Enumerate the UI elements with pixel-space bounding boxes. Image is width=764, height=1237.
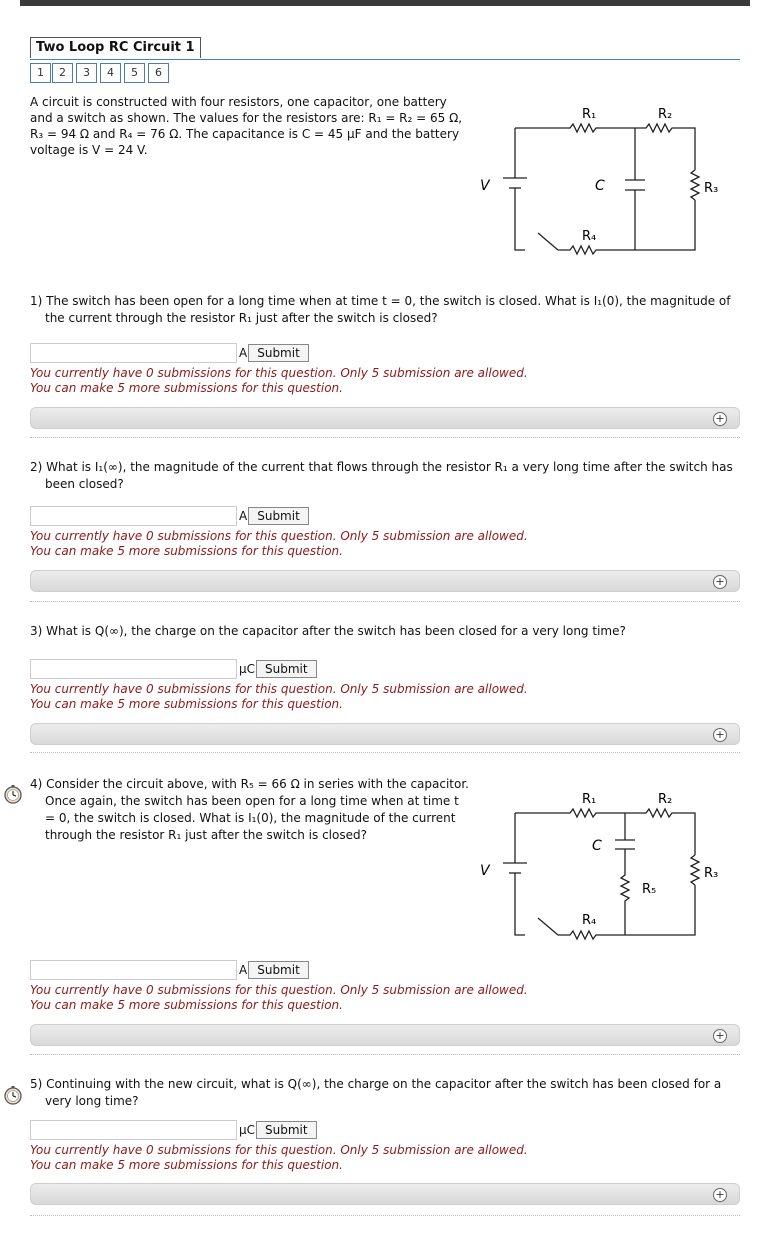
question-2-text: 2) What is I₁(∞), the magnitude of the current that flows through the resistor R₁ a very long time after the switch has been closed? <box>30 460 733 491</box>
expand-plus-icon[interactable]: + <box>713 575 727 589</box>
submit-button-5[interactable]: Submit <box>256 1121 317 1139</box>
note-line: You can make 5 more submissions for this question. <box>30 998 343 1012</box>
label-c: C <box>592 838 602 854</box>
label-r4: R₄ <box>582 229 597 244</box>
submit-button-4[interactable]: Submit <box>248 961 309 979</box>
unit-label-4: A <box>239 963 248 977</box>
circuit-diagram-2 <box>470 780 740 945</box>
divider <box>30 601 740 602</box>
label-r1: R₁ <box>582 107 597 122</box>
submission-note-3 <box>30 682 528 712</box>
answer-input-2[interactable] <box>30 506 237 526</box>
submission-note-5 <box>30 1143 528 1173</box>
divider <box>30 752 740 753</box>
stopwatch-icon <box>3 1085 23 1105</box>
answer-input-5[interactable] <box>30 1120 237 1140</box>
note-line: You currently have 0 submissions for this question. Only 5 submission are allowed. <box>30 983 528 997</box>
expand-plus-icon[interactable]: + <box>713 1029 727 1043</box>
page-title: Two Loop RC Circuit 1 <box>30 37 201 58</box>
answer-input-3[interactable] <box>30 659 237 679</box>
note-line: You can make 5 more submissions for this question. <box>30 697 343 711</box>
submit-button-1[interactable]: Submit <box>248 344 309 362</box>
label-r1: R₁ <box>582 792 597 807</box>
hint-bar-4[interactable] <box>30 1024 740 1046</box>
hint-bar-5[interactable] <box>30 1183 740 1205</box>
page-link-1[interactable]: 1 <box>30 63 51 83</box>
unit-label-3: μC <box>239 662 256 676</box>
question-5 <box>30 1076 740 1110</box>
note-line: You can make 5 more submissions for this question. <box>30 544 343 558</box>
note-line: You currently have 0 submissions for this question. Only 5 submission are allowed. <box>30 682 528 696</box>
question-1 <box>30 293 740 327</box>
label-c: C <box>595 178 605 194</box>
question-3 <box>30 623 740 640</box>
submission-note-1 <box>30 366 528 396</box>
question-4 <box>30 776 470 844</box>
unit-label-1: A <box>239 346 248 360</box>
note-line: You currently have 0 submissions for this question. Only 5 submission are allowed. <box>30 366 528 380</box>
page-link-2[interactable]: 2 <box>52 63 73 83</box>
hint-bar-3[interactable] <box>30 723 740 745</box>
label-v: V <box>480 863 490 879</box>
answer-row-4 <box>30 960 309 980</box>
question-5-text: 5) Continuing with the new circuit, what is Q(∞), the charge on the capacitor after the switch has been closed for a very long time? <box>30 1077 722 1108</box>
label-r2: R₂ <box>658 107 673 122</box>
answer-input-4[interactable] <box>30 960 237 980</box>
note-line: You can make 5 more submissions for this question. <box>30 1158 343 1172</box>
question-2 <box>30 459 740 493</box>
submit-button-2[interactable]: Submit <box>248 507 309 525</box>
answer-row-2 <box>30 506 309 526</box>
page-link-4[interactable]: 4 <box>100 63 121 83</box>
answer-row-5 <box>30 1120 317 1140</box>
answer-row-1 <box>30 343 309 363</box>
answer-input-1[interactable] <box>30 343 237 363</box>
unit-label-5: μC <box>239 1123 256 1137</box>
page-link-5[interactable]: 5 <box>124 63 145 83</box>
question-4-text: 4) Consider the circuit above, with R₅ = 66 Ω in series with the capacitor. Once again, the switch has been open for a long time when at time t = 0, the switch is closed. What is I₁(0), the magnitude of the current through the resistor R₁ just after the switch is closed? <box>30 777 469 842</box>
note-line: You currently have 0 submissions for this question. Only 5 submission are allowed. <box>30 529 528 543</box>
page-nav <box>30 63 172 83</box>
hint-bar-1[interactable] <box>30 407 740 429</box>
unit-label-2: A <box>239 509 248 523</box>
stopwatch-icon <box>3 784 23 804</box>
label-r2: R₂ <box>658 792 673 807</box>
label-v: V <box>480 178 490 194</box>
label-r5: R₅ <box>642 882 657 897</box>
expand-plus-icon[interactable]: + <box>713 728 727 742</box>
title-rule <box>30 59 740 60</box>
submission-note-2 <box>30 529 528 559</box>
submit-button-3[interactable]: Submit <box>256 660 317 678</box>
page-link-6[interactable]: 6 <box>148 63 169 83</box>
label-r3: R₃ <box>704 866 719 881</box>
hint-bar-2[interactable] <box>30 570 740 592</box>
question-1-text: 1) The switch has been open for a long time when at time t = 0, the switch is closed. What is I₁(0), the magnitude of the current through the resistor R₁ just after the switch is closed? <box>30 294 731 325</box>
circuit-diagram-1 <box>470 100 740 260</box>
divider <box>30 1215 740 1216</box>
answer-row-3 <box>30 659 317 679</box>
label-r4: R₄ <box>582 913 597 928</box>
note-line: You can make 5 more submissions for this question. <box>30 381 343 395</box>
question-3-text: 3) What is Q(∞), the charge on the capacitor after the switch has been closed for a very long time? <box>30 624 626 638</box>
divider <box>30 1054 740 1055</box>
divider <box>30 437 740 438</box>
top-bar <box>20 0 750 6</box>
expand-plus-icon[interactable]: + <box>713 412 727 426</box>
expand-plus-icon[interactable]: + <box>713 1188 727 1202</box>
page-link-3[interactable]: 3 <box>76 63 97 83</box>
problem-intro: A circuit is constructed with four resistors, one capacitor, one battery and a switch as shown. The values for the resistors are: R₁ = R₂ = 65 Ω, R₃ = 94 Ω and R₄ = 76 Ω. The capacitance is C = 45 μF and the battery voltage is V = 24 V. <box>30 95 463 157</box>
note-line: You currently have 0 submissions for this question. Only 5 submission are allowed. <box>30 1143 528 1157</box>
submission-note-4 <box>30 983 528 1013</box>
label-r3: R₃ <box>704 181 719 196</box>
